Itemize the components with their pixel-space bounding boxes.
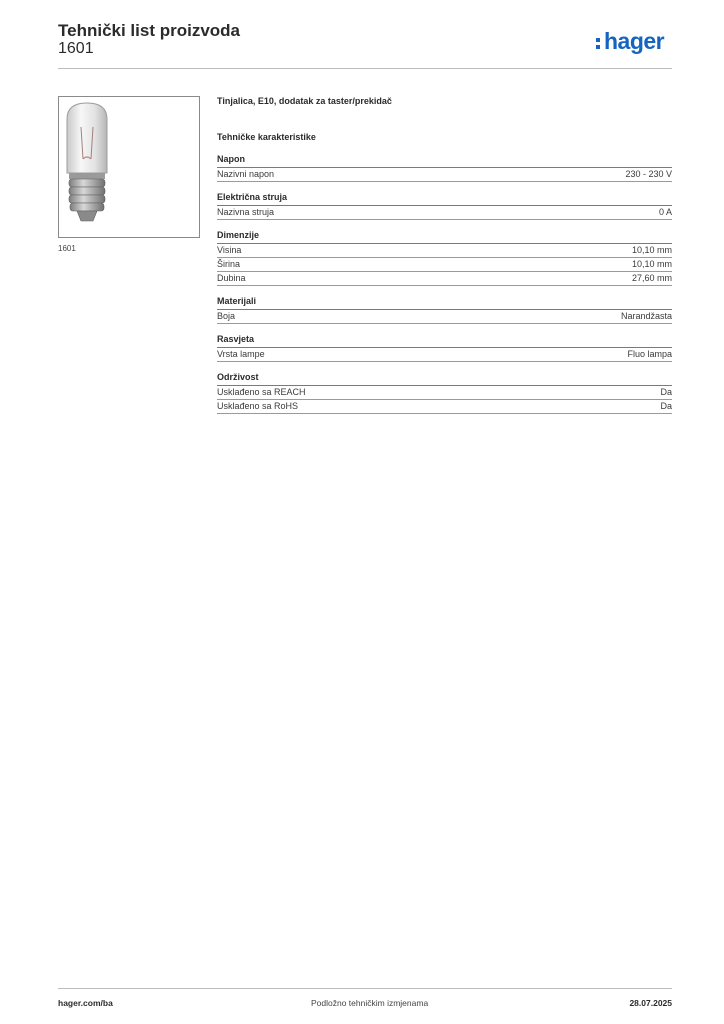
spec-value: Narandžasta <box>620 311 672 321</box>
section-title: Održivost <box>217 370 672 386</box>
spec-label: Nazivni napon <box>217 169 275 179</box>
spec-row <box>217 272 672 286</box>
section-title: Električna struja <box>217 190 672 206</box>
specs-heading: Tehničke karakteristike <box>217 132 316 142</box>
spec-content <box>217 94 672 414</box>
spec-label: Usklađeno sa RoHS <box>217 401 299 411</box>
section-title: Rasvjeta <box>217 332 672 348</box>
spec-row <box>217 348 672 362</box>
spec-row <box>217 386 672 400</box>
footer-divider <box>58 988 672 989</box>
spec-row <box>217 168 672 182</box>
spec-label: Usklađeno sa REACH <box>217 387 306 397</box>
product-image <box>58 96 200 238</box>
spec-value: Fluo lampa <box>627 349 672 359</box>
page-title: Tehnički list proizvoda <box>58 21 240 40</box>
spec-value: 27,60 mm <box>631 273 672 283</box>
section-dimenzije <box>217 228 672 286</box>
section-odrzivost <box>217 370 672 414</box>
section-title: Dimenzije <box>217 228 672 244</box>
footer-website-link[interactable]: hager.com/ba <box>58 998 113 1008</box>
spec-label: Širina <box>217 259 241 269</box>
spec-value: 0 A <box>658 207 672 217</box>
spec-row <box>217 258 672 272</box>
logo-text: hager <box>604 28 665 54</box>
product-code: 1601 <box>58 40 94 57</box>
section-rasvjeta <box>217 332 672 362</box>
spec-row <box>217 206 672 220</box>
header-divider <box>58 68 672 69</box>
section-title: Materijali <box>217 294 672 310</box>
section-title: Napon <box>217 152 672 168</box>
section-materijali <box>217 294 672 324</box>
product-description: Tinjalica, E10, dodatak za taster/prekidač <box>217 96 392 106</box>
hager-logo[interactable] <box>596 28 664 55</box>
spec-value: Da <box>660 387 672 397</box>
spec-value: 10,10 mm <box>631 245 672 255</box>
logo-colon-icon <box>596 35 602 49</box>
spec-value: 10,10 mm <box>631 259 672 269</box>
spec-row <box>217 400 672 414</box>
footer-notice: Podložno tehničkim izmjenama <box>311 998 429 1008</box>
spec-row <box>217 310 672 324</box>
section-napon <box>217 152 672 182</box>
section-elektricna-struja <box>217 190 672 220</box>
spec-label: Visina <box>217 245 242 255</box>
footer-date: 28.07.2025 <box>629 998 672 1008</box>
lamp-bulb-icon <box>59 97 199 237</box>
spec-label: Dubina <box>217 273 246 283</box>
spec-value: Da <box>660 401 672 411</box>
spec-label: Vrsta lampe <box>217 349 265 359</box>
spec-row <box>217 244 672 258</box>
spec-label: Nazivna struja <box>217 207 275 217</box>
spec-value: 230 - 230 V <box>625 169 672 179</box>
product-image-caption: 1601 <box>58 244 76 253</box>
spec-label: Boja <box>217 311 236 321</box>
